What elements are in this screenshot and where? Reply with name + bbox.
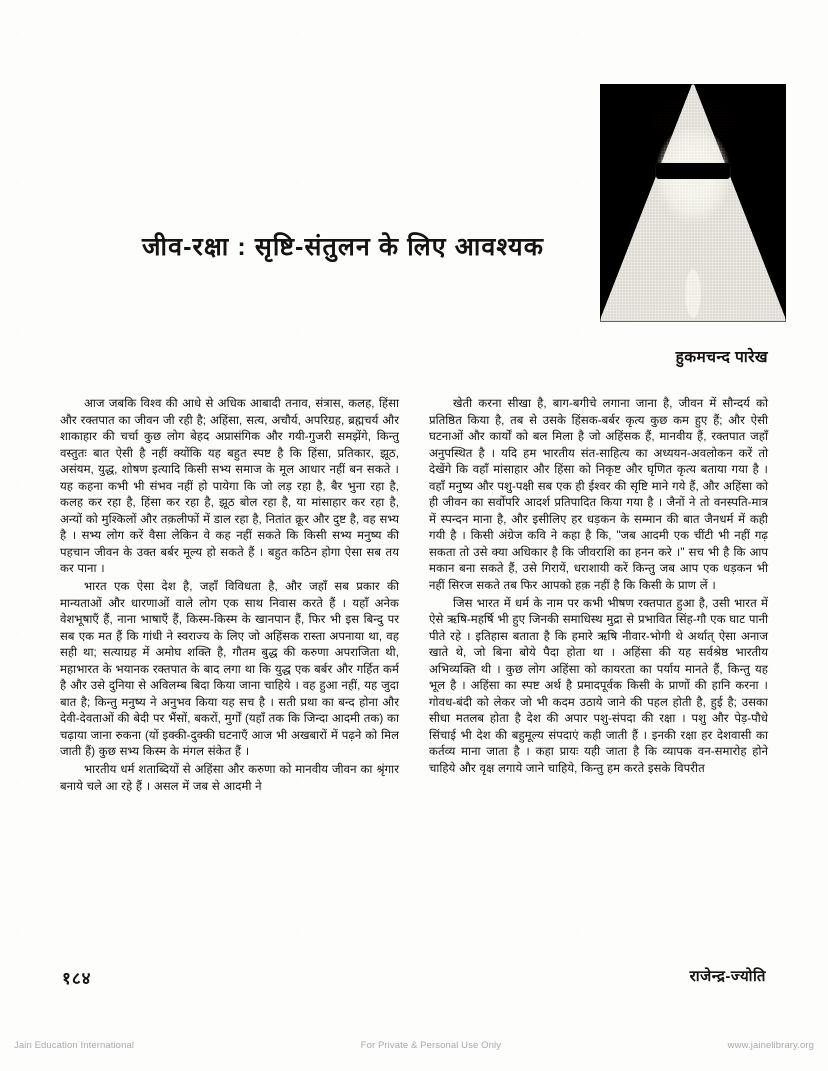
page-number: १८४ xyxy=(62,969,92,988)
scan-footer-left: Jain Education International xyxy=(14,1040,135,1051)
journal-title-footer: राजेन्द्र-ज्योति xyxy=(689,968,766,985)
author-byline: हुकमचन्द पारेख xyxy=(675,349,768,366)
portrait-photo-image xyxy=(600,84,786,322)
paragraph: भारतीय धर्म शताब्दियों से अहिंसा और करुणा को मानवीय जीवन का श्रृंगार बनाये चले आ रहे हैं । असल में जब से आदमी ने xyxy=(60,763,399,793)
author-portrait xyxy=(600,84,786,322)
column-right xyxy=(429,396,768,956)
article-title: जीव-रक्षा : सृष्टि-संतुलन के लिए आवश्यक xyxy=(141,232,545,261)
paragraph: आज जबकि विश्व की आधे से अधिक आबादी तनाव, संत्रास, कलह, हिंसा और रक्तपात का जीवन जी रही है; अहिंसा, सत्य, अचौर्य, अपरिग्रह, ब्रह्मचर्य और शाकाहार की चर्चा कुछ लोग बेहद अप्रासंगिक और गयी-गुजरी समझेंगे, किन्तु वस्तुतः बात ऐसी है नहीं क्योंकि यह बहुत स्पष्ट है कि हिंसा, प्रतिकार, झूठ, असंयम, युद्ध, शोषण इत्यादि किसी सभ्य समाज के मूल आधार नहीं बन सकते । यह कहना कभी भी संभव नहीं हो पायेगा कि जो लड़ रहा है, बैर भुना रहा है, कलह कर रहा है, हिंसा कर रहा है, झूठ बोल रहा है, या मांसाहार कर रहा है, अन्यों को मुश्किलों और तक़लीफों में डाल रहा है, नितांत क्रूर और दुष्ट है, वह सभ्य है । सभ्य लोग करें वैसा लेकिन वे कह नहीं सकते कि किसी सभ्य मनुष्य की पहचान जीवन के उक्त बर्बर मूल्य हो सकते हैं । बहुत कठिन होगा ऐसा सब तय कर पाना । xyxy=(60,397,399,576)
article-body xyxy=(60,396,768,956)
digitization-footer xyxy=(0,1040,828,1051)
paragraph: भारत एक ऐसा देश है, जहाँ विविधता है, और जहाँ सब प्रकार की मान्यताओं और धारणाओं वाले लोग एक साथ निवास करते हैं । यहाँ अनेक वेशभूषाएँ हैं, नाना भाषाएँ हैं, किस्म-किस्म के खानपान हैं, फिर भी इस बिन्दु पर सब एक मत हैं कि गांधी ने स्वराज्य के लिए जो अहिंसक रास्ता अपनाया था, वह सही था; सत्याग्रह में अमोघ शक्ति है, गौतम बुद्ध की करुणा अपराजिता थी, महाभारत के भयानक रक्तपात के बाद लगा था कि युद्ध एक बर्बर और गर्हित कर्म है और उसे दुनिया से अविलम्ब बिदा किया जाना चाहिये । वह हुआ नहीं, यह जुदा बात है; किन्तु मनुष्य ने अनुभव किया यह सच है । सती प्रथा का बन्द होना और देवी-देवताओं की बेदी पर भैंसों, बकरों, मुर्गों (यहाँ तक कि जिन्दा आदमी तक) का चढ़ाया जाना रुकना (यों इक्की-दुक्की घटनाएँ आज भी अखबारों में पढ़ने को मिल जाती हैं) कुछ सभ्य किस्म के मंगल संकेत हैं । xyxy=(60,580,399,759)
scan-footer-right[interactable]: www.jainelibrary.org xyxy=(727,1040,814,1051)
paragraph: खेती करना सीखा है, बाग-बगीचे लगाना जाना है, जीवन में सौन्दर्य को प्रतिष्ठित किया है, तब से उसके हिंसक-बर्बर कृत्य कुछ कम हुए हैं; और ऐसी घटनाओं और कार्यों को बल मिला है जो अहिंसक हैं, मानवीय हैं, रक्तपात जहाँ अनुपस्थित है । यदि हम भारतीय संत-साहित्य का अध्ययन-अवलोकन करें तो देखेंगे कि वहाँ मांसाहार और हिंसा को निकृष्ट और घृणित कृत्य बताया गया है । वहाँ मनुष्य और पशु-पक्षी सब एक ही ईश्वर की सृष्टि माने गये हैं, और अहिंसा को ही जीवन का सर्वोपरि आदर्श प्रतिपादित किया गया है । जैनों ने तो वनस्पति-मात्र में स्पन्दन माना है, और इसीलिए हर धड़कन के सम्मान की बात जैनधर्म में कही गयी है । किसी अंग्रेज कवि ने कहा है कि, "जब आदमी एक चींटी भी नहीं गढ़ सकता तो उसे क्या अधिकार है कि जीवराशि का हनन करे ।" सच भी है कि आप मकान बना सकते हैं, उसे गिरायें, धराशायी करें किन्तु जब आप एक धड़कन भी नहीं सिरज सकते तब फिर आपको हक़ नहीं है कि किसी के प्राण लें । xyxy=(429,397,768,593)
paragraph: जिस भारत में धर्म के नाम पर कभी भीषण रक्तपात हुआ है, उसी भारत में ऐसे ऋषि-महर्षि भी हुए जिनकी समाधिस्थ मुद्रा से प्रभावित सिंह-गौ एक घाट पानी पीते रहे । इतिहास बताता है कि हमारे ऋषि नीवार-भोगी थे अर्थात् ऐसा अनाज खाते थे, जो बिना बोये पैदा होता था । अहिंसा की यह सर्वश्रेष्ठ भारतीय अभिव्यक्ति थी । कुछ लोग अहिंसा को कायरता का पर्याय मानते हैं, किन्तु यह भूल है । अहिंसा का स्पष्ट अर्थ है प्रमादपूर्वक किसी के प्राणों की हानि करना । गोवध-बंदी को लेकर जो भी कदम उठाये जाने की पहल होती है, हुई है; उसका सीधा मतलब होता है देश की अपार पशु-संपदा की रक्षा । पशु और पेड़-पौधे सिंचाई भी देश की बहुमूल्य संपदाएं कही जाती हैं । इनकी रक्षा हर देशवासी का कर्तव्य माना जाता है । कहा प्रायः यही जाता है कि व्यापक वन-समारोह होने चाहिये और वृक्ष लगाये जाने चाहिये, किन्तु हम करते इसके विपरीत xyxy=(429,596,768,776)
column-left xyxy=(60,396,399,956)
scan-footer-middle: For Private & Personal Use Only xyxy=(360,1040,502,1051)
